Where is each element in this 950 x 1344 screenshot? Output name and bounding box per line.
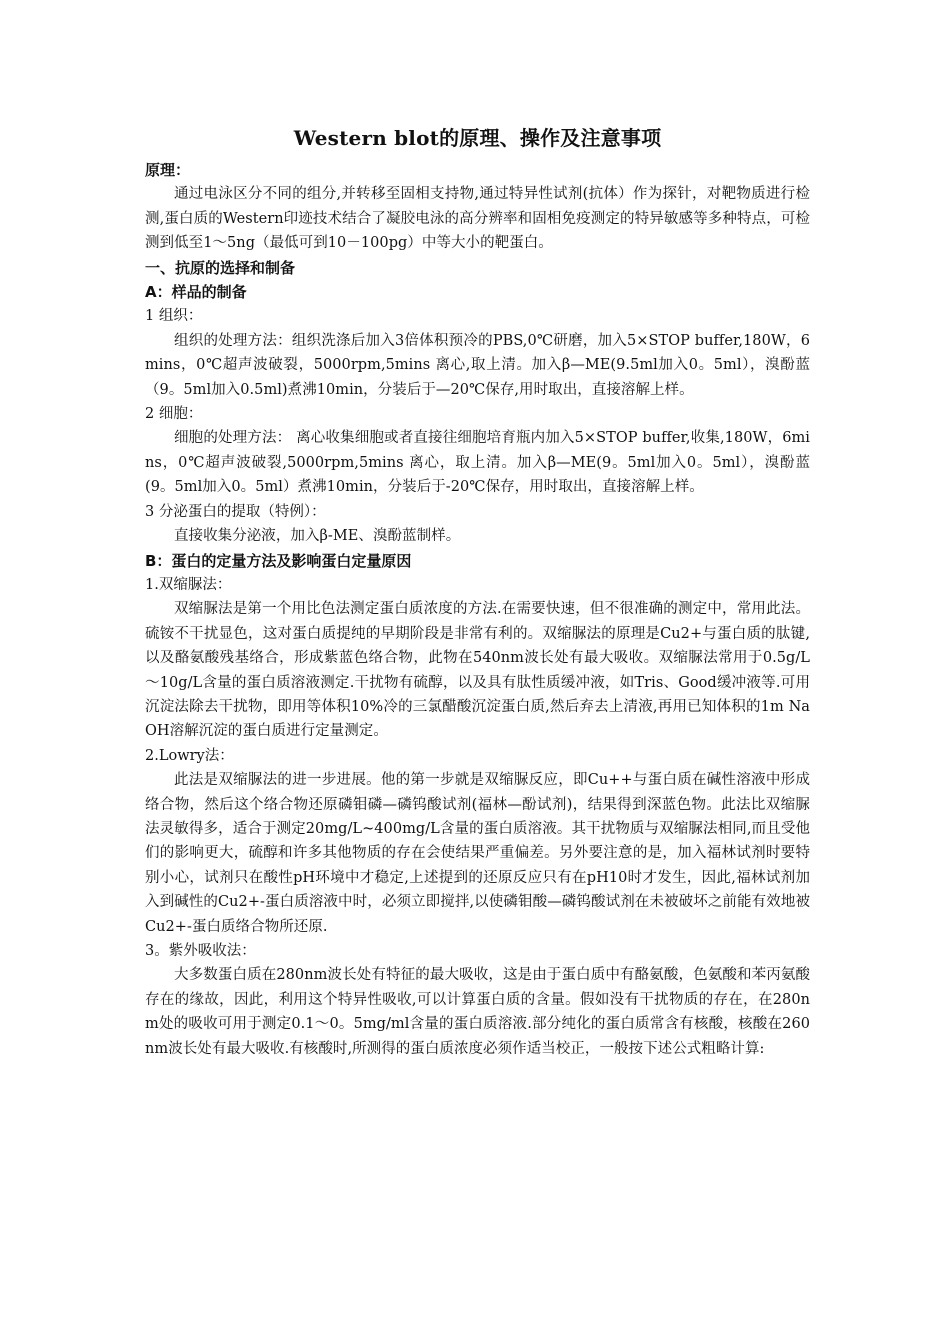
uv-absorption-subheading: 3。紫外吸收法： <box>145 943 256 959</box>
principle-heading: 原理： <box>145 161 191 179</box>
protein-quantification-heading: B：蛋白的定量方法及影响蛋白定量原因 <box>145 551 412 570</box>
secreted-protein-paragraph: 直接收集分泌液，加入β-ME、溴酚蓝制样。 <box>174 528 461 545</box>
biuret-method-paragraph: 双缩脲法是第一个用比色法测定蛋白质浓度的方法.在需要快速，但不很准确的测定中，常用此法。硫铵不干扰显色，这对蛋白质提纯的早期阶段是非常有利的。双缩脲法的原理是Cu2+与蛋白质的肽键,以及酪氨酸残基络合，形成紫蓝色络合物，此物在540nm波长处有最大吸收。双缩脲法常用于0.5g/L～10g/L含量的蛋白质溶液测定.干扰物有硫醇，以及具有肽性质缓冲液，如Tris、Good缓冲液等.可用沉淀法除去干扰物，即用等体积10%冷的三氯醋酸沉淀蛋白质,然后弃去上清液,再用已知体积的1m NaOH溶解沉淀的蛋白质进行定量测定。 <box>145 601 810 740</box>
tissue-subheading: 1 组织： <box>145 308 203 325</box>
secreted-protein-subheading: 3 分泌蛋白的提取（特例）： <box>145 503 326 520</box>
lowry-method-paragraph: 此法是双缩脲法的进一步进展。他的第一步就是双缩脲反应，即Cu++与蛋白质在碱性溶液中形成络合物，然后这个络合物还原磷钼磷—磷钨酸试剂(福林—酚试剂)，结果得到深蓝色物。此法比双缩脲法灵敏得多，适合于测定20mg/L~400mg/L含量的蛋白质溶液。其干扰物质与双缩脲法相同,而且受他们的影响更大，硫醇和许多其他物质的存在会使结果严重偏差。另外要注意的是，加入福林试剂时要特别小心，试剂只在酸性pH环境中才稳定,上述提到的还原反应只有在pH10时才发生，因此,福林试剂加入到碱性的Cu2+-蛋白质溶液中时，必须立即搅拌,以使磷钼酸—磷钨酸试剂在未被破坏之前能有效地被Cu2+-蛋白质络合物所还原. <box>145 772 810 935</box>
page-title: Western blot的原理、操作及注意事项 <box>293 126 662 150</box>
lowry-method-subheading: 2.Lowry法： <box>145 747 234 764</box>
cell-subheading: 2 细胞： <box>145 406 203 423</box>
sample-preparation-heading: A：样品的制备 <box>145 283 247 302</box>
antigen-section-heading: 一、抗原的选择和制备 <box>145 258 296 277</box>
principle-paragraph: 通过电泳区分不同的组分,并转移至固相支持物,通过特异性试剂(抗体）作为探针，对靶物质进行检测,蛋白质的Western印迹技术结合了凝胶电泳的高分辨率和固相免疫测定的特异敏感等多种特点，可检测到低至1～5ng（最低可到10－100pg）中等大小的靶蛋白。 <box>145 186 810 252</box>
uv-absorption-paragraph: 大多数蛋白质在280nm波长处有特征的最大吸收，这是由于蛋白质中有酪氨酸，色氨酸和苯丙氨酸存在的缘故，因此，利用这个特异性吸收,可以计算蛋白质的含量。假如没有干扰物质的存在，在280nm处的吸收可用于测定0.1～0。5mg/ml含量的蛋白质溶液.部分纯化的蛋白质常含有核酸，核酸在260nm波长处有最大吸收.有核酸时,所测得的蛋白质浓度必须作适当校正，一般按下述公式粗略计算: <box>145 967 810 1057</box>
document-content <box>145 122 810 1061</box>
tissue-paragraph: 组织的处理方法：组织洗涤后加入3倍体积预冷的PBS,0℃研磨，加入5×STOP buffer,180W，6mins，0℃超声波破裂，5000rpm,5mins 离心,取上清。加入β—ME(9.5ml加入0。5ml），溴酚蓝（9。5ml加入0.5ml)煮沸10min，分装后于—20℃保存,用时取出，直接溶解上样。 <box>145 332 810 398</box>
biuret-method-subheading: 1.双缩脲法： <box>145 576 232 593</box>
cell-paragraph: 细胞的处理方法： 离心收集细胞或者直接往细胞培育瓶内加入5×STOP buffer,收集,180W，6mins，0℃超声波破裂,5000rpm,5mins 离心，取上清。加入β—ME(9。5ml加入0。5ml），溴酚蓝(9。5ml加入0。5ml）煮沸10min，分装后于-20℃保存，用时取出，直接溶解上样。 <box>145 430 810 496</box>
